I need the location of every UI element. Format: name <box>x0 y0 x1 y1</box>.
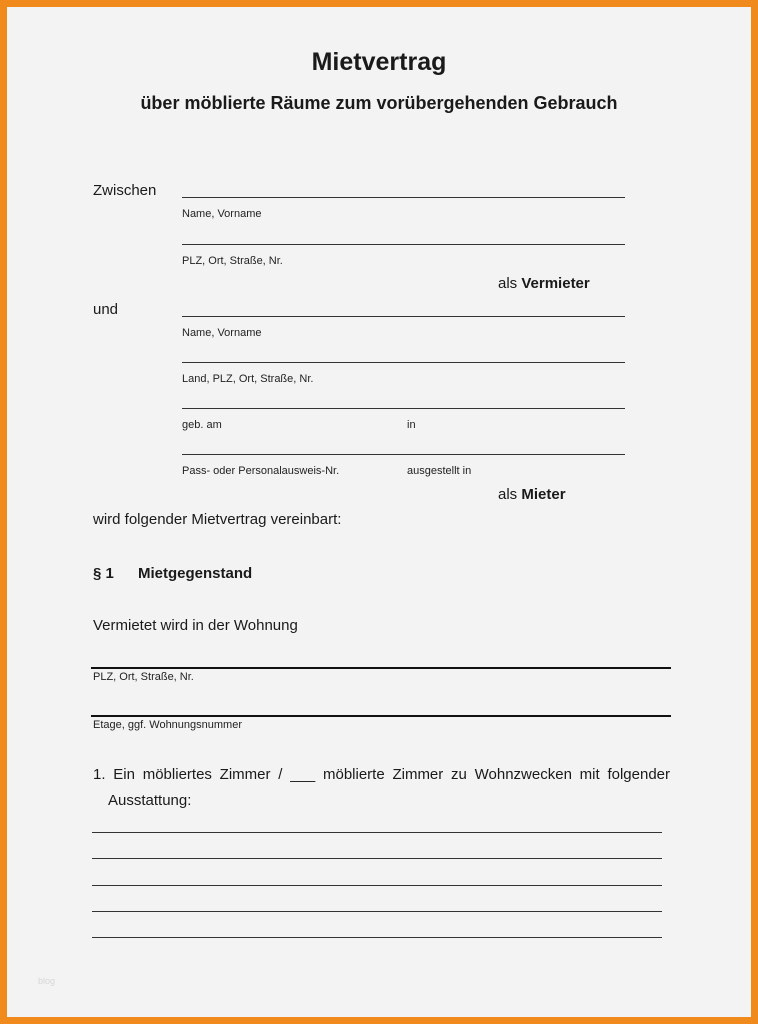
tenant-id-label: Pass- oder Personalausweis-Nr. <box>182 465 340 477</box>
landlord-address-line[interactable] <box>182 244 625 245</box>
section-number: § 1 <box>93 565 114 582</box>
tenant-name-line[interactable] <box>182 316 625 317</box>
tenant-address-line[interactable] <box>182 362 625 363</box>
section-intro: Vermietet wird in der Wohnung <box>93 617 298 634</box>
between-label: Zwischen <box>93 182 157 199</box>
equipment-line[interactable] <box>92 911 662 912</box>
landlord-address-label: PLZ, Ort, Straße, Nr. <box>182 255 283 267</box>
document-subtitle: über möblierte Räume zum vorübergehenden Gebrauch <box>140 93 618 113</box>
landlord-role <box>498 275 590 292</box>
equipment-line[interactable] <box>92 858 662 859</box>
landlord-name-label: Name, Vorname <box>182 208 262 220</box>
apartment-address-label: PLZ, Ort, Straße, Nr. <box>93 671 194 683</box>
item1-text: 1. Ein möbliertes Zimmer / ___ möblierte Zimmer zu Wohnzwecken mit folgender <box>93 766 670 783</box>
tenant-id-line[interactable] <box>182 454 625 455</box>
role-prefix: als <box>498 275 518 292</box>
tenant-birthdate-label: geb. am <box>182 419 222 431</box>
apartment-address-line[interactable] <box>91 667 671 669</box>
apartment-floor-line[interactable] <box>91 715 671 717</box>
tenant-birthplace-label: in <box>407 419 416 431</box>
tenant-name-label: Name, Vorname <box>182 327 262 339</box>
tenant-id-issued-label: ausgestellt in <box>407 465 472 477</box>
role-mieter: Mieter <box>521 486 566 503</box>
landlord-name-line[interactable] <box>182 197 625 198</box>
apartment-floor-label: Etage, ggf. Wohnungsnummer <box>93 719 242 731</box>
document-title: Mietvertrag <box>311 48 447 76</box>
role-vermieter: Vermieter <box>521 275 590 292</box>
agreement-text: wird folgender Mietvertrag vereinbart: <box>93 511 342 528</box>
role-prefix: als <box>498 486 518 503</box>
section-heading: Mietgegenstand <box>138 565 253 582</box>
tenant-address-label: Land, PLZ, Ort, Straße, Nr. <box>182 373 314 385</box>
item1-text-cont: Ausstattung: <box>108 792 192 809</box>
equipment-line[interactable] <box>92 937 662 938</box>
equipment-line[interactable] <box>92 832 662 833</box>
tenant-birth-line[interactable] <box>182 408 625 409</box>
watermark: blog <box>38 976 56 986</box>
tenant-role <box>498 486 566 503</box>
and-label: und <box>93 301 119 318</box>
equipment-line[interactable] <box>92 885 662 886</box>
